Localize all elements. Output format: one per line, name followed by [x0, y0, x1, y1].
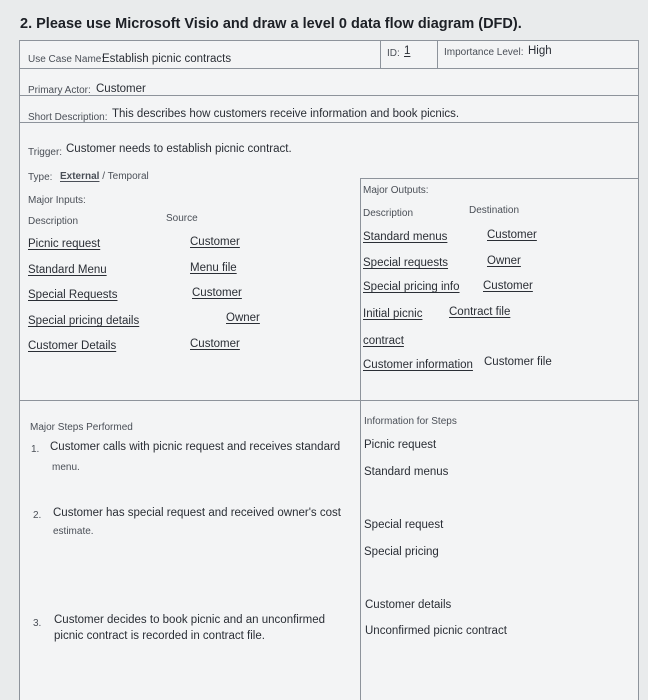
output-destination [484, 356, 552, 368]
input-description: Special Requests [28, 289, 118, 301]
output-destination: Owner [487, 255, 521, 267]
step-text: Customer has special request and received owner's cost [53, 507, 341, 519]
divider [437, 40, 438, 68]
input-description: Special pricing details [28, 315, 140, 327]
info-item: Special pricing [364, 546, 439, 558]
inputs-col-source: Source [166, 213, 198, 224]
divider [19, 40, 639, 41]
type-external: External [60, 171, 100, 182]
short-description-value: This describes how customers receive information and book picnics. [112, 108, 460, 120]
output-destination: Customer [487, 229, 537, 241]
input-description: Customer Details [28, 340, 117, 352]
step-number: 2. [33, 510, 42, 521]
output-description: contract [363, 335, 404, 347]
output-description [363, 281, 460, 293]
input-source: Customer [190, 338, 240, 350]
steps-title: Major Steps Performed [30, 422, 133, 433]
id-label: ID: [387, 48, 400, 59]
importance-label: Importance Level: [444, 47, 524, 58]
divider [638, 40, 639, 700]
major-outputs-title: Major Outputs: [363, 185, 429, 196]
primary-actor-value: Customer [96, 83, 146, 95]
info-item: Special request [364, 519, 444, 531]
inputs-col-description: Description [28, 216, 79, 227]
use-case-form [19, 40, 639, 700]
type-value [60, 171, 149, 182]
divider [380, 40, 381, 68]
trigger-label: Trigger: [28, 147, 63, 158]
output-description-underlined: Special pricing info [363, 281, 460, 293]
input-source: Owner [226, 312, 260, 324]
info-item: Unconfirmed picnic contract [365, 625, 507, 637]
type-label: Type: [28, 172, 53, 183]
step-text-cont: picnic contract is recorded in contract file. [54, 630, 265, 642]
output-destination-text: Customer file [484, 356, 552, 368]
input-source: Customer [192, 287, 242, 299]
step-number: 1. [31, 444, 40, 455]
step-text: Customer decides to book picnic and an unconfirmed [54, 614, 326, 626]
use-case-name-value: Establish picnic contracts [102, 53, 232, 65]
question-heading: 2. Please use Microsoft Visio and draw a level 0 data flow diagram (DFD). [20, 16, 522, 32]
divider [19, 40, 20, 700]
output-description: Standard menus [363, 231, 448, 243]
divider [19, 95, 639, 96]
divider [19, 400, 639, 401]
info-for-steps-title: Information for Steps [364, 416, 457, 427]
short-description-label: Short Description: [28, 112, 108, 123]
step-text: Customer calls with picnic request and receives standard [50, 441, 341, 453]
trigger-value: Customer needs to establish picnic contract. [66, 143, 292, 155]
output-description: Initial picnic [363, 308, 423, 320]
output-description: Customer information [363, 359, 473, 371]
input-description: Picnic request [28, 238, 101, 250]
output-destination: Customer [483, 280, 533, 292]
output-destination: Contract file [449, 306, 511, 318]
step-number: 3. [33, 618, 42, 629]
divider [360, 178, 361, 700]
input-source: Menu file [190, 262, 237, 274]
info-item: Picnic request [364, 439, 437, 451]
step-text-cont: menu. [52, 462, 80, 473]
divider [19, 122, 639, 123]
id-value: 1 [404, 45, 411, 57]
divider [19, 68, 639, 69]
outputs-col-description: Description [363, 208, 414, 219]
type-temporal: / Temporal [102, 171, 149, 182]
step-text-cont: estimate. [53, 526, 94, 537]
divider [360, 178, 639, 179]
outputs-col-destination: Destination [469, 205, 520, 216]
output-description: Special requests [363, 257, 449, 269]
importance-value: High [528, 45, 552, 57]
input-description: Standard Menu [28, 264, 107, 276]
major-inputs-title: Major Inputs: [28, 195, 86, 206]
info-item: Standard menus [364, 466, 449, 478]
info-item: Customer details [365, 599, 452, 611]
use-case-name-label: Use Case Name: [28, 54, 105, 65]
primary-actor-label: Primary Actor: [28, 85, 91, 96]
input-source: Customer [190, 236, 240, 248]
